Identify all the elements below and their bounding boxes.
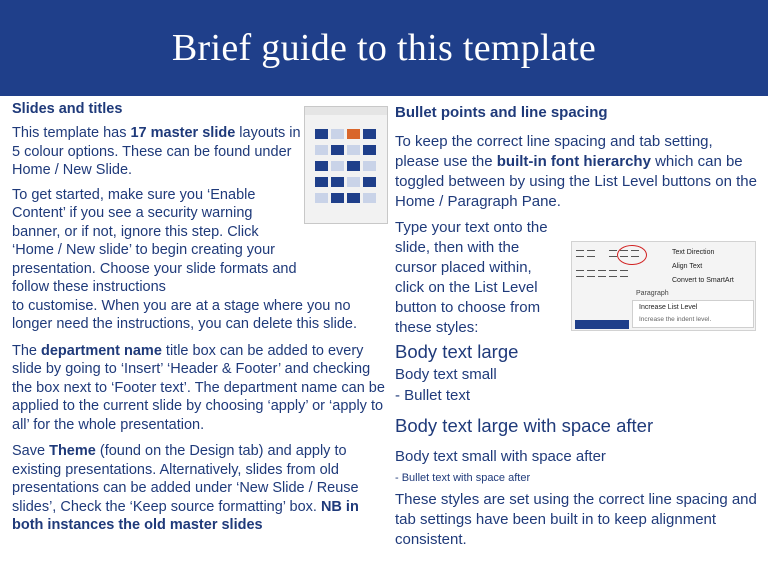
thumbnail-toolbar (305, 107, 387, 115)
title-bar (0, 0, 768, 96)
thumbnail-tile (331, 145, 344, 155)
align-center-icon (587, 270, 595, 277)
justify-icon (609, 270, 617, 277)
numbering-icon (587, 250, 595, 257)
style-body-text-small: Body text small (395, 366, 497, 383)
thumbnail-tile (363, 193, 376, 203)
thumbnail-tile (347, 193, 360, 203)
thumbnail-tile (363, 161, 376, 171)
text-direction-option: Text Direction (672, 249, 715, 256)
ribbon-row-align (576, 270, 628, 277)
slide-title: Brief guide to this template (171, 27, 597, 69)
thumbnail-tile (363, 145, 376, 155)
thumbnail-tile (331, 177, 344, 187)
increase-list-level-tooltip (632, 300, 754, 328)
spacer-icon (598, 250, 606, 257)
thumbnail-tile (331, 129, 344, 139)
style-body-large-space-after: Body text large with space after (395, 415, 654, 436)
thumbnail-tile (331, 193, 344, 203)
tooltip-description: Increase the indent level. (639, 316, 712, 323)
align-text-option: Align Text (672, 263, 703, 270)
thumbnail-tile (315, 193, 328, 203)
bullets-icon (576, 250, 584, 257)
paragraph-master-slides: This template has 17 master slide layouts in 5 colour options. These can be found under Home / New Slide. (12, 125, 301, 178)
slide-edge-navy (575, 320, 629, 329)
style-bullet-space-after: - Bullet text with space after (395, 472, 531, 484)
align-left-icon (576, 270, 584, 277)
master-slides-thumbnail (304, 106, 388, 224)
slides-titles-heading: Slides and titles (12, 101, 123, 117)
style-body-text-large: Body text large (395, 341, 519, 362)
style-body-small-space-after: Body text small with space after (395, 448, 606, 465)
thumbnail-tile (347, 129, 360, 139)
thumbnail-tile (363, 129, 376, 139)
paragraph-line-spacing: To keep the correct line spacing and tab setting, please use the built-in font hierarchy which can be toggled between by using the List Level buttons on the Home / Paragraph Pane. (395, 133, 757, 210)
ruler-strip (575, 300, 629, 310)
paragraph-type-text: Type your text onto the slide, then with the cursor placed within, click on the List Level button to choose from these styles: (395, 219, 548, 336)
bullet-points-heading: Bullet points and line spacing (395, 104, 608, 121)
convert-smartart-option: Convert to SmartArt (672, 277, 734, 284)
paragraph-customise: to customise. When you are at a stage where you no longer need the instructions, you can delete this slide. (12, 297, 357, 332)
thumbnail-tile (347, 161, 360, 171)
paragraph-get-started: To get started, make sure you ‘Enable Content’ if you see a security warning banner, or if not, ignore this step. Click ‘Home / New slide’ to begin creating your presentation. Choose your slide formats and follow these instructions (12, 186, 297, 295)
style-bullet-text: - Bullet text (395, 387, 471, 404)
thumbnail-tile (315, 161, 328, 171)
thumbnail-tile (315, 177, 328, 187)
paragraph-department-name: The department name title box can be added to every slide by going to ‘Insert’ ‘Header & Footer’ and checking the box next to ‘Footer text’. The department name can be applied to the current slide by choosing ‘apply’ or ‘apply to all’ for the whole presentation. (12, 342, 385, 433)
thumbnail-tile (331, 161, 344, 171)
list-level-highlight-circle (617, 245, 647, 265)
paragraph-save-theme: Save Theme (found on the Design tab) and apply to existing presentations. Alternatively, slides from old presentations can be added under ‘New Slide / Reuse slides’, Check the ‘Keep source formatting’ box. NB in both instances the old master slides (12, 443, 359, 533)
tooltip-title: Increase List Level (639, 304, 698, 311)
thumbnail-tile (315, 129, 328, 139)
paragraph-ribbon-screenshot (571, 241, 756, 331)
paragraph-closing: These styles are set using the correct line spacing and tab settings have been built in to keep alignment consistent. (395, 491, 757, 548)
decrease-list-level-icon (609, 250, 617, 257)
paragraph-group-label: Paragraph (636, 290, 669, 297)
thumbnail-tile (347, 177, 360, 187)
columns-icon (620, 270, 628, 277)
thumbnail-tile (315, 145, 328, 155)
thumbnail-tile (347, 145, 360, 155)
thumbnail-tile (363, 177, 376, 187)
align-right-icon (598, 270, 606, 277)
